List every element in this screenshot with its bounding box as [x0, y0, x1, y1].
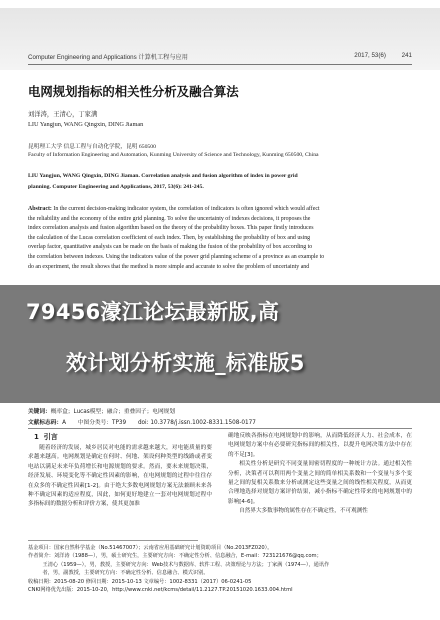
citation-line-2: planning. Computer Engineering and Applications, 2017, 53(6): 241-245.	[28, 184, 204, 190]
keywords-text: 概率盒；Lucas模型；融合；重叠因子；电网规划	[50, 409, 176, 415]
footnote-funding: 基金项目：国家自然科学基金（No.51467007）；云南省应用基础研究计划资助项目（No.2013FZ020）。	[28, 545, 273, 551]
overlay-text-line-1: 79456濠江论坛最新版,高	[26, 300, 280, 324]
abstract-line: the correlation between indexes. Using the indicators value of the power grid planning scheme of a province as an example to	[28, 253, 325, 260]
footnote-authors-cont: 王清心（1959—），男，教授，主要研究方向：Web技术与数据库、软件工程、决策理论与方法；丁家满（1974—），通讯作	[42, 561, 330, 568]
paragraph: 自然界大多数事物的属性存在不确定性，不可观测性	[239, 508, 368, 515]
citation-line-1: LIU Yangjun, WANG Qingxin, DING Jiaman. Correlation analysis and fusion algorithm of index in power grid	[28, 173, 298, 179]
doc-codes	[28, 417, 256, 426]
footnote-cnki: CNKI网络优先出版：2015-10-20，http://www.cnki.net/kcms/detail/11.2127.TP.20151020.1633.004.html	[28, 587, 293, 594]
affiliation-cn: 昆明理工大学 信息工程与自动化学院，昆明 650500	[28, 144, 156, 150]
footnote-authors-cont: 者，男，副教授，主要研究方向：不确定性分析、信息融合、模式识别。	[42, 570, 209, 577]
section-title: 引言	[43, 433, 58, 441]
abstract-line: the calculation of the Lucas correlation coefficient of each index. Then, by establishing the probability of box and using	[28, 234, 311, 241]
paragraph: 确地反映各指标在电网规划中的影响，从而降低经济人力、社会成本，在电网规划方案中有必要研究指标间的相关性，以提升电网决策方法中存在的不足[3]。	[228, 433, 412, 458]
issue-and-page	[340, 52, 412, 59]
abstract-line: the reliability and the economy of the entire grid planning. To solve the uncertainty of indexes decisions, it proposes the	[28, 215, 311, 222]
abstract	[28, 205, 412, 272]
keywords-cn	[28, 406, 175, 415]
section-heading	[34, 432, 58, 442]
affiliation-en: Faculty of Information Engineering and Automation, Kunming University of Science and Technology, Kunming 650500, China	[28, 152, 319, 158]
journal-name: Computer Engineering and Applications 计算机工程与应用	[28, 54, 188, 61]
footnote-authors: 作者简介：刘洋涛（1988—），男，硕士研究生，主要研究方向：不确定性分析、信息融合，E-mail：723121676@qq.com；	[28, 553, 322, 560]
issue-number: 2017, 53(6)	[354, 52, 386, 59]
abstract-line: overlap factor, quantitative analysis can be made on the basis of making the fusion of the probability of box according to	[28, 244, 313, 251]
keywords-rule	[28, 428, 412, 429]
footnotes	[28, 544, 412, 594]
keywords-label: 关键词：	[28, 409, 51, 415]
journal-header	[28, 52, 412, 62]
doi: doi: 10.3778/j.issn.1002-8331.1508-0177	[137, 420, 256, 426]
header-rule	[28, 64, 412, 65]
paragraph: 随着经济的发展，城乡居民对电能的需求越来越大，对电能质量的要求越来越高。电网规划是确定在何时、何地、架设何种类型的线路或者变电站以满足未来年负荷增长和电源规划的要求。然而，要未来规划决策，经济发展、环境变化等不确定性因素的影响，在电网规划的过程中往往存在众多的不确定性因素[1-2]。由于绝大多数电网规划方案无法兼顾未来各种不确定因素的适应程度，因此，如何更好地建立一套对电网规划过程中多指标间的数据分析和评价方案，使其更加准	[28, 445, 212, 508]
body-column-left	[28, 444, 212, 510]
doc-code: A	[62, 420, 67, 426]
paper-title: 电网规划指标的相关性分析及融合算法	[28, 84, 239, 99]
abstract-line: Abstract: In the current decision-making indicator system, the correlation of indicators is often ignored which would affect	[28, 206, 320, 212]
page-number: 241	[401, 52, 412, 59]
abstract-line: index correlation analysis and fusion algorithm based on the theory of the probability boxes. This paper firstly introduces	[28, 225, 314, 232]
body-column-right	[228, 432, 412, 517]
section-number: 1	[34, 433, 39, 441]
overlay-text-line-2: 效计划分析实施_标准版5	[66, 351, 305, 375]
abstract-label: Abstract:	[28, 206, 52, 212]
paragraph: 相关性分析是研究不同变量间密切程度的一种统计方法。通过相关性分析，决策者可以利用两个变量之间的简单相关系数和一个变量与多个变量之间的复相关系数来分析或测定这些变量之间的线性相关程度，从而更合理地选择对规划方案评价结果，减小指标不确定性带来的电网规划中的影响[4-6]。	[228, 461, 412, 505]
authors-cn: 刘洋涛，王清心，丁家满	[28, 111, 98, 118]
doc-code-label: 文献标志码：	[28, 420, 63, 426]
footnote-rule	[28, 540, 198, 541]
clc-number: 中图分类号：TP39	[77, 420, 127, 426]
authors-en: LIU Yangjun, WANG Qingxin, DING Jiaman	[28, 121, 144, 128]
footnote-dates: 收稿日期：2015-08-20 修回日期：2015-10-13 文章编号：1002-8331（2017）06-0241-05	[28, 578, 252, 585]
abstract-line: do an experiment, the result shows that the method is more simple and accurate to solve the problem of uncertainty and	[28, 263, 310, 270]
